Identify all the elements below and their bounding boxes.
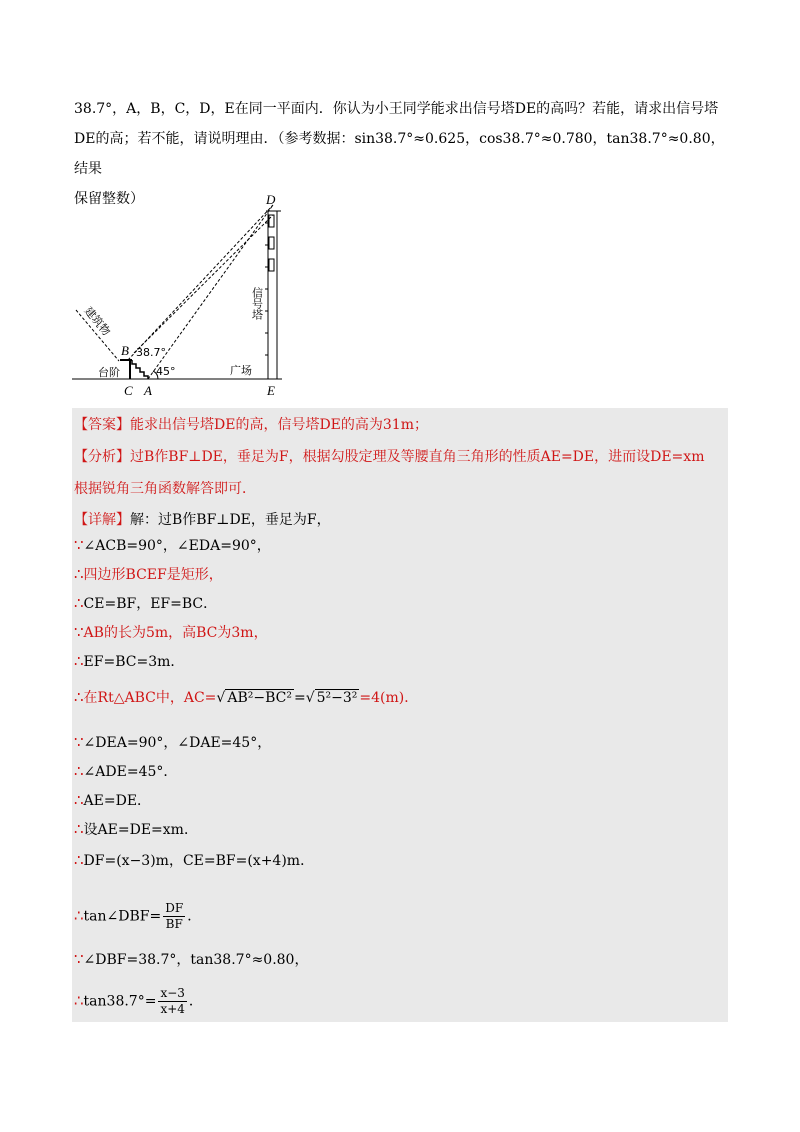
- step-line: ∴在Rt△ABC中，AC=√ AB²−BC² =√ 5²−3² =4(m)．: [74, 688, 419, 706]
- step-line: ∴四边形BCEF是矩形，: [74, 565, 223, 583]
- steps-stair: [132, 360, 148, 379]
- step-line: ∴AE=DE．: [74, 791, 152, 809]
- sight-line-extra: [134, 215, 273, 353]
- angle-45: 45°: [156, 365, 176, 378]
- label-tower: 信号塔: [250, 287, 264, 320]
- label-A: A: [144, 383, 152, 398]
- problem-line-3: 保留整数）: [74, 191, 144, 207]
- label-B: B: [121, 343, 129, 358]
- answer-line: 【答案】能求出信号塔DE的高，信号塔DE的高为31m；: [74, 417, 428, 433]
- step-line: ∴∠ADE=45°．: [74, 762, 178, 780]
- geometry-figure: [70, 193, 290, 400]
- label-C: C: [124, 383, 133, 398]
- problem-line-1: 38.7°，A，B，C，D，E在同一平面内．你认为小王同学能求出信号塔DE的高吗？若能，请求出信号塔: [74, 101, 719, 117]
- problem-line-2: DE的高；若不能，请说明理由．（参考数据：sin38.7°≈0.625，cos38.7°≈0.780，tan38.7°≈0.80，结果: [74, 131, 725, 177]
- analysis-line: 【分析】过B作BF⊥DE，垂足为F，根据勾股定理及等腰直角三角形的性质AE=DE，进而设DE=xm: [74, 449, 705, 465]
- step-line: ∴tan∠DBF= $\frac{DF}{BF}$ ．: [74, 901, 202, 931]
- step-line: ∵∠ACB=90°，∠EDA=90°，: [74, 536, 271, 554]
- fraction: $\frac{DF}{BF}$: [165, 901, 184, 931]
- label-building: 建筑物: [81, 304, 113, 339]
- label-D: D: [266, 193, 276, 207]
- step-line: ∴设AE=DE=xm．: [74, 820, 198, 838]
- answer-tag: 【答案】: [74, 417, 130, 433]
- detail-line: 【详解】解：过B作BF⊥DE，垂足为F，: [74, 512, 331, 528]
- step-line: ∵∠DBF=38.7°，tan38.7°≈0.80，: [74, 950, 309, 968]
- tower-panel: [269, 259, 274, 271]
- step-line: ∴EF=BC=3m．: [74, 652, 185, 670]
- analysis-line-2: 根据锐角三角函数解答即可．: [74, 481, 256, 497]
- tower-panel: [269, 237, 274, 249]
- step-line: ∴CE=BF，EF=BC．: [74, 594, 218, 612]
- fraction: $\frac{x-3}{x+4}$: [160, 986, 185, 1016]
- step-line: ∵∠DEA=90°，∠DAE=45°，: [74, 733, 272, 751]
- label-E: E: [267, 383, 275, 398]
- step-line: ∵AB的长为5m，高BC为3m，: [74, 623, 268, 641]
- step-line: ∴tan38.7°= $\frac{x-3}{x+4}$ ．: [74, 986, 203, 1016]
- analysis-tag: 【分析】: [74, 449, 130, 465]
- step-line: ∴DF=(x−3)m，CE=BF=(x+4)m．: [74, 851, 315, 869]
- answer-panel: [72, 408, 728, 1022]
- label-square: 广场: [230, 364, 252, 377]
- detail-tag: 【详解】: [74, 512, 130, 528]
- tower-panel: [269, 215, 274, 227]
- angle-38-7: 38.7°: [136, 346, 166, 359]
- label-steps: 台阶: [98, 366, 120, 379]
